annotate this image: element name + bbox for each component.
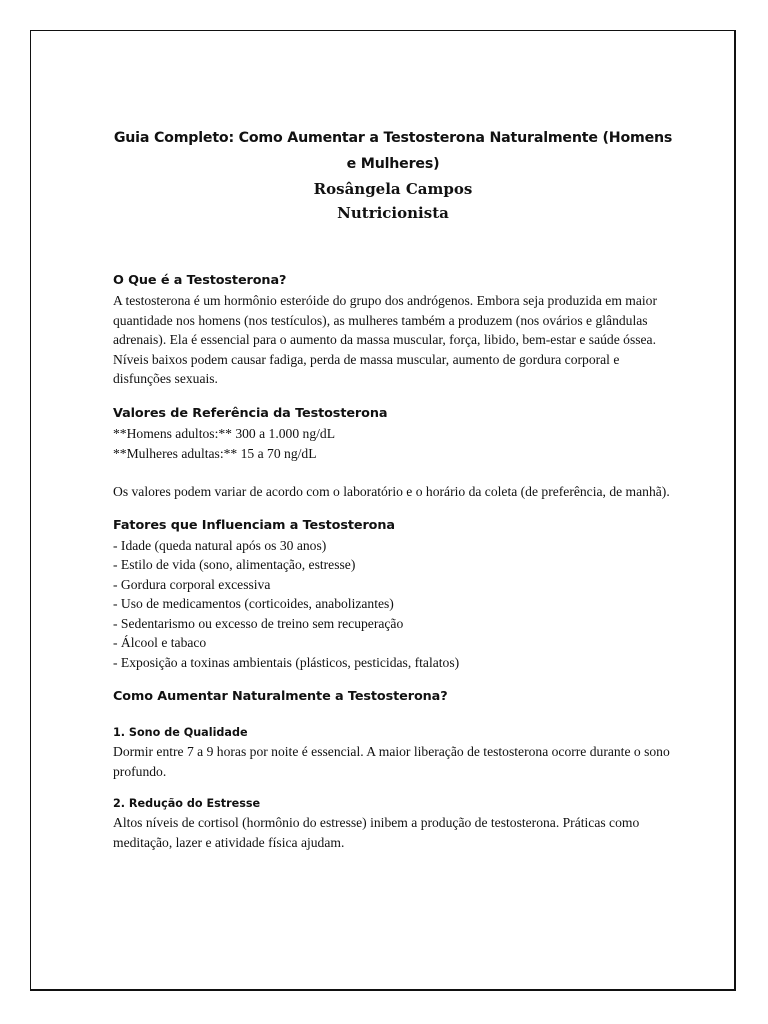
- reference-note: Os valores podem variar de acordo com o laboratório e o horário da coleta (de preferência, de manhã).: [113, 484, 670, 500]
- list-item: - Uso de medicamentos (corticoides, anabolizantes): [113, 596, 394, 612]
- sleep-heading: 1. Sono de Qualidade: [113, 726, 248, 740]
- list-item: - Idade (queda natural após os 30 anos): [113, 537, 327, 553]
- factors-list: [113, 536, 673, 673]
- document-content: [113, 125, 673, 853]
- list-item: - Gordura corporal excessiva: [113, 576, 271, 592]
- reference-women: **Mulheres adultas:** 15 a 70 ng/dL: [113, 445, 317, 461]
- author-name: Rosângela Campos: [313, 180, 473, 198]
- sleep-body: Dormir entre 7 a 9 horas por noite é essencial. A maior liberação de testosterona ocorre durante o sono profundo.: [113, 744, 670, 779]
- section-what-body: A testosterona é um hormônio esteróide do grupo dos andrógenos. Embora seja produzida em maior quantidade nos homens (nos testículos), as mulheres também a produzem (nos ovários e glândulas adrenais). Ela é essencial para o aumento da massa muscular, força, libido, bem-estar e saúde óssea. Níveis baixos podem causar fadiga, perda de massa muscular, aumento de gordura corporal e disfunções sexuais.: [113, 293, 657, 387]
- section-reference-heading: Valores de Referência da Testosterona: [113, 405, 388, 421]
- list-item: - Exposição a toxinas ambientais (plásticos, pesticidas, ftalatos): [113, 654, 460, 670]
- reference-men: **Homens adultos:** 300 a 1.000 ng/dL: [113, 425, 336, 441]
- stress-heading: 2. Redução do Estresse: [113, 797, 261, 811]
- author-role: Nutricionista: [337, 204, 449, 222]
- list-item: - Sedentarismo ou excesso de treino sem recuperação: [113, 615, 404, 631]
- document-title: Guia Completo: Como Aumentar a Testosterona Naturalmente (Homens e Mulheres): [113, 130, 673, 172]
- section-how-heading: Como Aumentar Naturalmente a Testosterona?: [113, 689, 448, 705]
- stress-body: Altos níveis de cortisol (hormônio do estresse) inibem a produção de testosterona. Práticas como meditação, lazer e atividade física ajudam.: [113, 815, 640, 851]
- section-factors-heading: Fatores que Influenciam a Testosterona: [113, 517, 395, 533]
- list-item: - Álcool e tabaco: [113, 635, 207, 651]
- section-what-heading: O Que é a Testosterona?: [113, 273, 287, 288]
- document-page: [30, 30, 736, 991]
- list-item: - Estilo de vida (sono, alimentação, estresse): [113, 557, 356, 573]
